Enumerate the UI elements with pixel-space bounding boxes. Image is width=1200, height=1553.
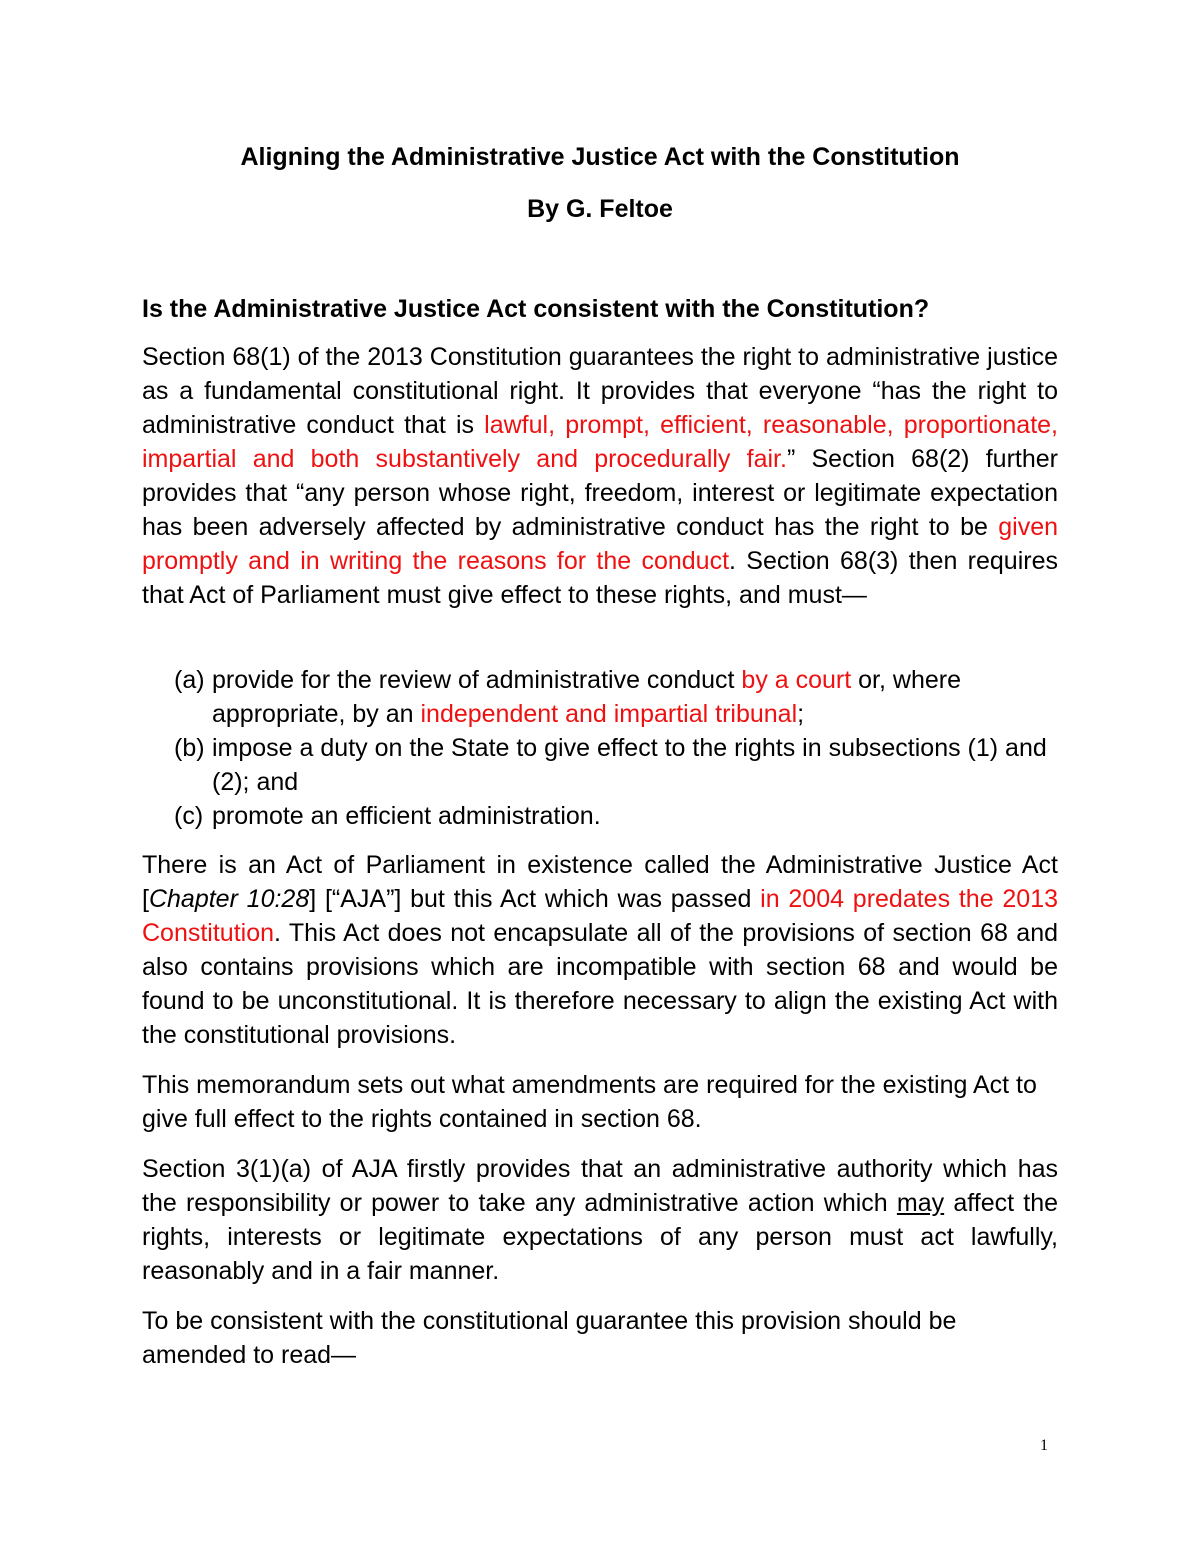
list-item-label: (a) xyxy=(174,666,205,694)
text-run: ” Section 68(2) further provides that “any person whose right, freedom, interest or legitimate expectation has been adversely affected by administrative conduct has the right to be xyxy=(142,445,1058,541)
highlighted-text: lawful, prompt, efficient, reasonable, proportionate, impartial and both substantively and procedurally fair. xyxy=(142,411,1058,473)
text-run: provide for the review of administrative conduct xyxy=(212,666,742,694)
document-author: By G. Feltoe xyxy=(527,195,673,223)
list-item-label: (c) xyxy=(174,802,204,830)
text-run: . This Act does not encapsulate all of the provisions of section 68 and also contains provisions which are incompatible with section 68 and would be found to be unconstitutional. It is therefore necessary to align the existing Act with the constitutional provisions. xyxy=(142,919,1058,1049)
list-item-text: promote an efficient administration. xyxy=(212,802,601,830)
italic-text: Chapter 10:28 xyxy=(148,885,310,913)
highlighted-text: in 2004 predates the 2013 Constitution xyxy=(142,885,1059,947)
text-run: . Section 68(3) then requires that Act of Parliament must give effect to these rights, and must— xyxy=(142,547,1058,609)
highlighted-text: independent and impartial tribunal xyxy=(420,700,798,728)
underlined-text: may xyxy=(896,1189,945,1217)
page-number: 1 xyxy=(1040,1437,1048,1454)
list-item-text: impose a duty on the State to give effect to the rights in subsections (1) and (2); and xyxy=(212,734,1047,796)
text-run: Section 3(1)(a) of AJA firstly provides that an administrative authority which has the responsibility or power to take any administrative action which xyxy=(142,1155,1058,1217)
paragraph-memorandum-purpose: This memorandum sets out what amendments are required for the existing Act to give full effect to the rights contained in section 68. xyxy=(142,1071,1037,1133)
list-item-label: (b) xyxy=(174,734,205,762)
highlighted-text: given promptly and in writing the reasons for the conduct xyxy=(142,513,1058,575)
paragraph-aja-existence xyxy=(142,848,1058,1052)
text-run: ; xyxy=(797,700,805,728)
paragraph-section-68 xyxy=(142,340,1058,612)
paragraph-section-3 xyxy=(142,1152,1058,1288)
section-heading: Is the Administrative Justice Act consistent with the Constitution? xyxy=(142,295,930,323)
list-item xyxy=(174,799,1054,833)
paragraph-amendment: To be consistent with the constitutional guarantee this provision should be amended to read— xyxy=(142,1307,957,1369)
list-item xyxy=(174,663,1054,731)
text-run: or, where appropriate, by an xyxy=(212,666,961,728)
highlighted-text: by a court xyxy=(741,666,852,694)
text-run: Section 68(1) of the 2013 Constitution guarantees the right to administrative justice as a fundamental constitutional right. It provides that everyone “has the right to administrative conduct that is xyxy=(142,343,1058,439)
list-item xyxy=(174,731,1054,799)
document-title: Aligning the Administrative Justice Act with the Constitution xyxy=(240,143,960,171)
text-run: affect the rights, interests or legitimate expectations of any person must act lawfully, reasonably and in a fair manner. xyxy=(142,1189,1058,1285)
text-run: ] [“AJA”] but this Act which was passed xyxy=(309,885,761,913)
text-run: There is an Act of Parliament in existence called the Administrative Justice Act [ xyxy=(142,851,1058,913)
requirements-list xyxy=(174,663,1054,833)
